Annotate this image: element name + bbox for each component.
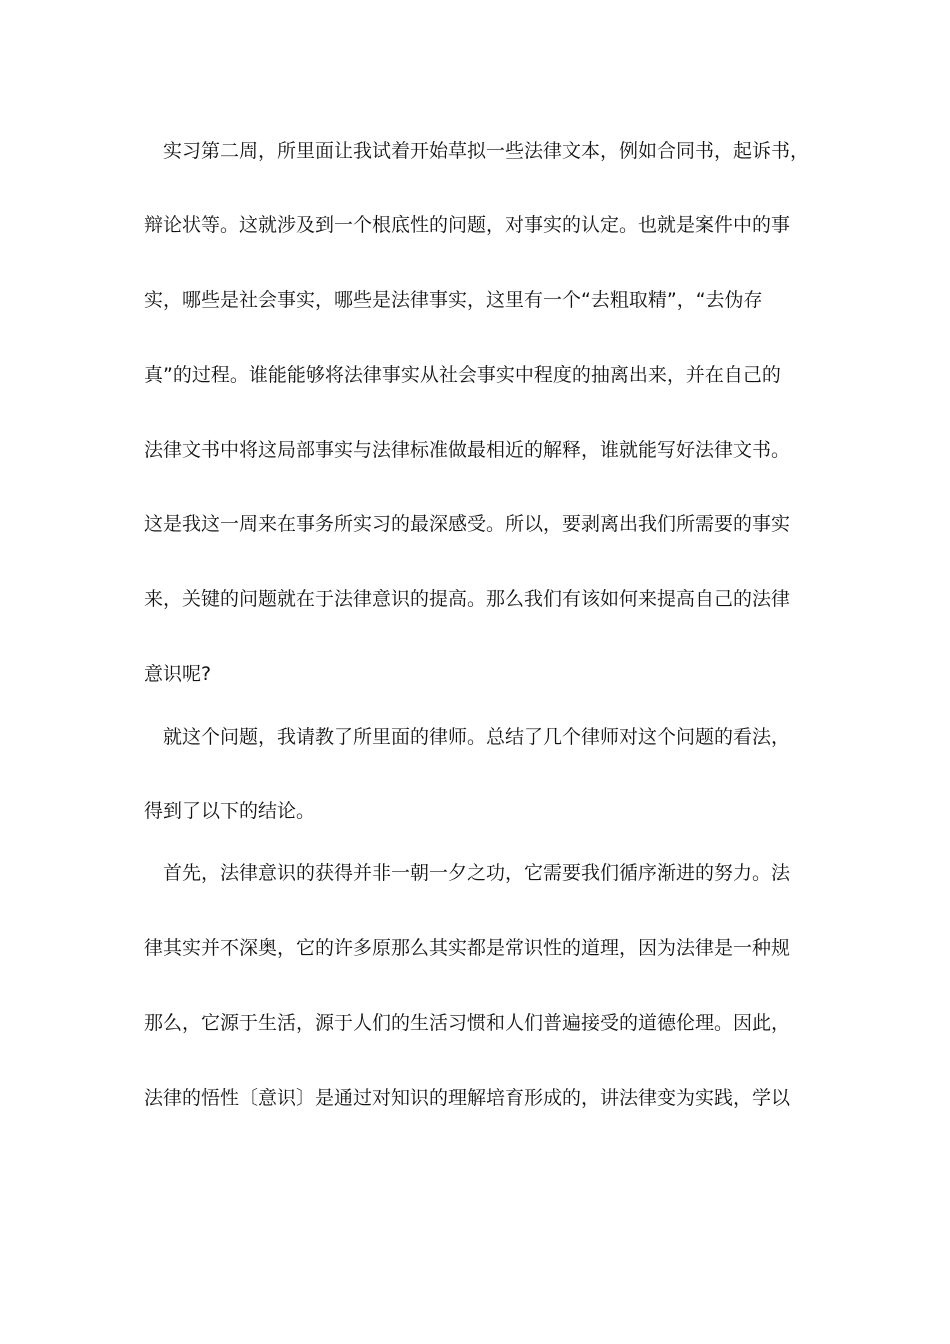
paragraph-1-line-5: 法律文书中将这局部事实与法律标准做最相近的解释，谁就能写好法律文书。: [144, 439, 791, 461]
paragraph-1-line-1: 实习第二周，所里面让我试着开始草拟一些法律文本，例如合同书，起诉书，: [163, 140, 810, 162]
paragraph-1-line-2: 辩论状等。这就涉及到一个根底性的问题，对事实的认定。也就是案件中的事: [144, 214, 791, 236]
paragraph-1-line-3: 实，哪些是社会事实，哪些是法律事实，这里有一个“去粗取精”，“去伪存: [144, 289, 763, 311]
paragraph-3-line-2: 律其实并不深奥，它的许多原那么其实都是常识性的道理，因为法律是一种规: [144, 937, 791, 959]
paragraph-1-line-7: 来，关键的问题就在于法律意识的提高。那么我们有该如何来提高自己的法律: [144, 588, 791, 610]
paragraph-3-line-4: 法律的悟性〔意识〕是通过对知识的理解培育形成的，讲法律变为实践，学以: [144, 1087, 791, 1109]
paragraph-2-line-2: 得到了以下的结论。: [144, 800, 316, 822]
paragraph-1-line-6: 这是我这一周来在事务所实习的最深感受。所以，要剥离出我们所需要的事实: [144, 513, 791, 535]
paragraph-1-line-4: 真”的过程。谁能能够将法律事实从社会事实中程度的抽离出来，并在自己的: [144, 364, 781, 386]
paragraph-3-line-3: 那么，它源于生活，源于人们的生活习惯和人们普遍接受的道德伦理。因此，: [144, 1012, 791, 1034]
paragraph-1-line-8: 意识呢?: [144, 663, 212, 685]
paragraph-3-line-1: 首先，法律意识的获得并非一朝一夕之功，它需要我们循序渐进的努力。法: [163, 862, 791, 884]
paragraph-2-line-1: 就这个问题，我请教了所里面的律师。总结了几个律师对这个问题的看法，: [163, 726, 791, 748]
